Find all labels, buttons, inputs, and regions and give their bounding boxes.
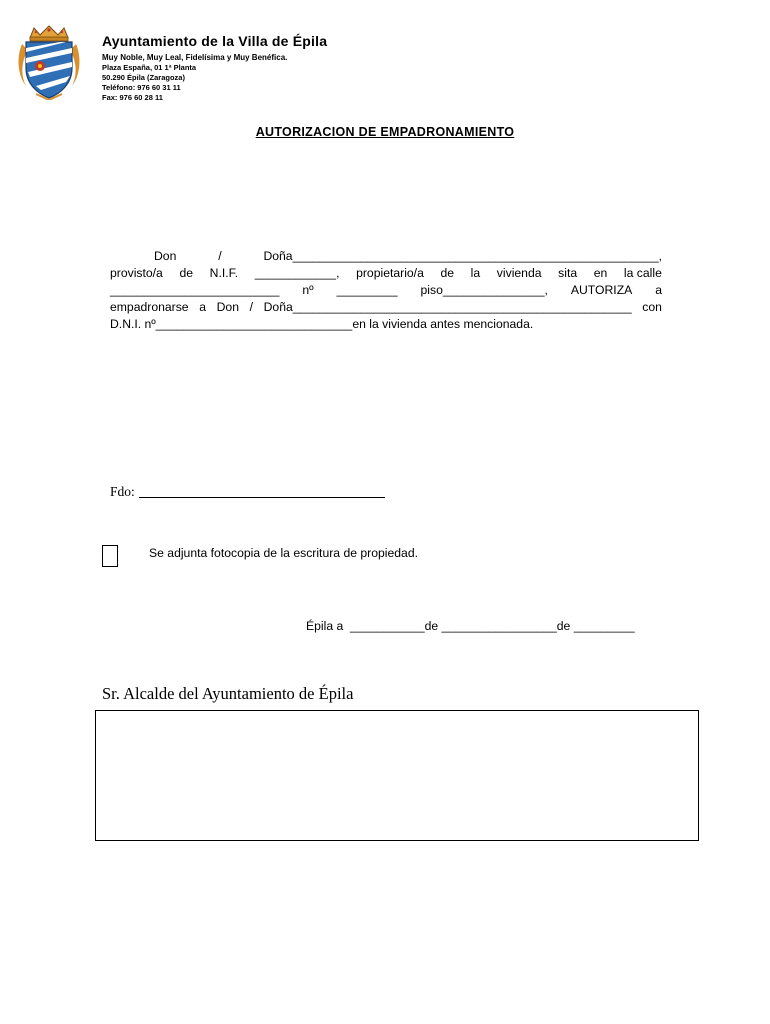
paragraph-line-3: _________________________ nº _________ piso_______________, AUTORIZA a — [110, 283, 662, 297]
address-line-1: Plaza España, 01 1ª Planta — [102, 63, 197, 72]
municipality-motto: Muy Noble, Muy Leal, Fidelísima y Muy Benéfica. — [102, 53, 288, 62]
municipality-title: Ayuntamiento de la Villa de Épila — [102, 33, 328, 49]
document-title: AUTORIZACION DE EMPADRONAMIENTO — [255, 125, 515, 139]
coat-of-arms-icon — [16, 24, 82, 100]
letterhead — [102, 33, 327, 103]
attachment-checkbox[interactable] — [102, 545, 118, 567]
official-use-box — [95, 710, 699, 841]
signature-field — [110, 484, 385, 500]
paragraph-line-4: empadronarse a Don / Doña__________________________________________________ con — [110, 300, 662, 314]
paragraph-line-1: Don / Doña______________________________________________________, — [154, 249, 662, 263]
phone-number: Teléfono: 976 60 31 11 — [102, 83, 181, 92]
signature-line[interactable] — [139, 497, 385, 498]
attachment-label: Se adjunta fotocopia de la escritura de propiedad. — [149, 546, 418, 560]
paragraph-line-5: D.N.I. nº_____________________________en la vivienda antes mencionada. — [110, 317, 534, 331]
fax-number: Fax: 976 60 28 11 — [102, 93, 163, 102]
address-line-2: 50.290 Épila (Zaragoza) — [102, 73, 185, 82]
paragraph-line-2: provisto/a de N.I.F. ____________, propietario/a de la vivienda sita en la calle — [110, 266, 662, 280]
date-line: Épila a ___________de _________________de _________ — [306, 619, 635, 633]
signature-label: Fdo: — [110, 484, 135, 499]
addressee: Sr. Alcalde del Ayuntamiento de Épila — [102, 684, 354, 703]
authorization-paragraph — [110, 248, 662, 333]
